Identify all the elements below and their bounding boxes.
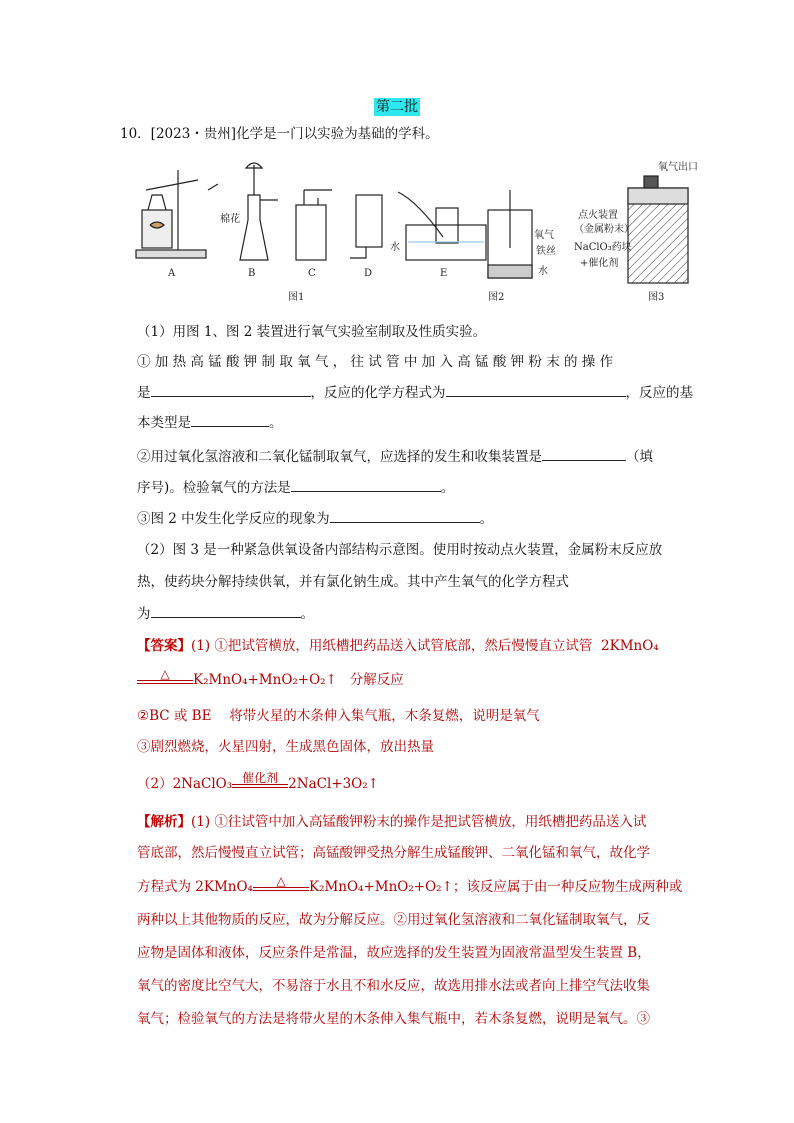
label-cotton: 棉花 [220,214,240,225]
q-line6: 序号)。检验氧气的方法是 。 [137,477,677,498]
answer-line4: ③剧烈燃烧，火星四射，生成黑色固体，放出热量 [137,739,434,755]
answer-line2: △ K₂MnO₄+MnO₂+O₂↑ 分解反应 [137,670,677,690]
q-line10: 为 。 [137,603,677,624]
question-title: 10．[2023・贵州]化学是一门以实验为基础的学科。 [120,126,439,142]
analysis-line3: 方程式为 2KMnO₄ △ K₂MnO₄+MnO₂+O₂↑；该反应属于由一种反应物生成两种或 [137,874,683,895]
q-line7: ③图 2 中发生化学反应的现象为 。 [137,508,677,529]
label-water2: 水 [538,266,548,277]
answer-line5: （2）2NaClO₃ 催化剂 2NaCl+3O₂↑ [137,771,379,792]
batch-heading: 第二批 [376,99,418,115]
apparatus-figure [128,150,718,310]
analysis-line5: 应物是固体和液体，反应条件是常温，故应选择的发生装置为固液常温型发生装置 B， [137,945,651,961]
label-catalyst: +催化剂 [580,258,619,269]
q-line3: 是 ，反应的化学方程式为 ，反应的基 [137,382,677,403]
analysis-line1: 【解析】(1) ①往试管中加入高锰酸钾粉末的操作是把试管横放，用纸槽把药品送入试 [137,814,647,830]
label-ignition: 点火装置 [578,210,618,221]
label-E: E [440,268,448,279]
label-ignition2: （金属粉末） [574,224,634,235]
q-part2: （2）图 3 是一种紧急供氧设备内部结构示意图。使用时按动点火装置，金属粉末反应放 [137,542,663,558]
label-oxygen: 氧气 [534,230,554,241]
analysis-line4: 两种以上其他物质的反应，故为分解反应。②用过氧化氢溶液和二氧化锰制取氧气，反 [137,912,650,928]
label-fig2: 图2 [488,292,505,303]
label-B: B [248,268,256,279]
label-naclo3: NaClO₃药块 [574,242,632,253]
label-iron: 铁丝 [536,246,556,257]
q-line4: 本类型是 。 [137,412,677,433]
label-outlet: 氧气出口 [658,162,698,173]
label-D: D [364,268,373,279]
q-part1: （1）用图 1、图 2 装置进行氧气实验室制取及性质实验。 [137,324,487,340]
answer-line3: ②BC 或 BE 将带火星的木条伸入集气瓶，木条复燃，说明是氧气 [137,708,540,724]
answer-line1: 【答案】(1) ①把试管横放，用纸槽把药品送入试管底部，然后慢慢直立试管 2KMnO₄ [137,638,659,654]
label-fig3: 图3 [648,292,665,303]
label-fig1: 图1 [288,292,305,303]
label-water1: 水 [390,242,400,253]
q-line9: 热，使药块分解持续供氧，并有氯化钠生成。其中产生氧气的化学方程式 [137,574,569,590]
analysis-line2: 管底部，然后慢慢直立试管；高锰酸钾受热分解生成锰酸钾、二氧化锰和氧气，故化学 [137,845,650,861]
label-A: A [168,268,176,279]
q-line2: ① 加 热 高 锰 酸 钾 制 取 氧 气 ， 往 试 管 中 加 入 高 锰 酸 钾 粉 末 的 操 作 [137,354,614,370]
label-C: C [308,268,316,279]
q-line5: ②用过氧化氢溶液和二氧化锰制取氧气，应选择的发生和收集装置是 （填 [137,446,677,467]
analysis-line7: 氧气；检验氧气的方法是将带火星的木条伸入集气瓶中，若木条复燃，说明是氧气。③ [137,1011,650,1027]
analysis-line6: 氧气的密度比空气大，不易溶于水且不和水反应，故选用排水法或者向上排空气法收集 [137,978,650,994]
